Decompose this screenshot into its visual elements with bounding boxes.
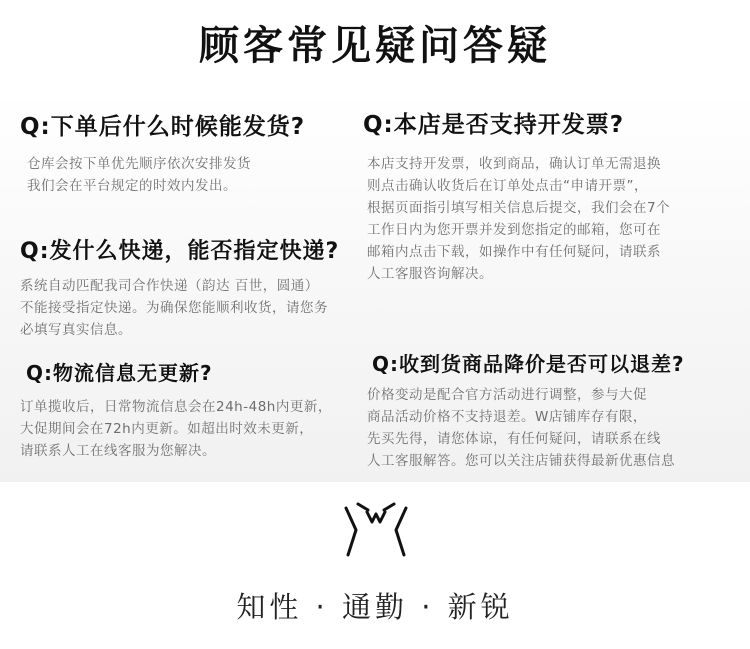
faq-question-logistics: Q:物流信息无更新? bbox=[26, 361, 213, 385]
answer-line: 大促期间会在72h内更新。如超出时效未更新， bbox=[20, 421, 314, 437]
faq-question-shipping-time: Q:下单后什么时候能发货? bbox=[20, 114, 306, 140]
faq-question-invoice: Q:本店是否支持开发票? bbox=[363, 112, 625, 138]
faq-answer-courier bbox=[20, 275, 328, 341]
faq-question-courier: Q:发什么快递，能否指定快递? bbox=[20, 239, 340, 264]
page-title: 顾客常见疑问答疑 bbox=[199, 23, 551, 69]
answer-line: 仓库会按下单优先顺序依次安排发货 bbox=[27, 156, 251, 172]
faq-answer-invoice bbox=[367, 153, 670, 285]
faq-answer-price-drop bbox=[367, 384, 675, 472]
answer-line: 我们会在平台规定的时效内发出。 bbox=[27, 178, 237, 194]
faq-question-price-drop: Q:收到货商品降价是否可以退差? bbox=[372, 352, 685, 376]
answer-line: 根据页面指引填写相关信息后提交，我们会在7个 bbox=[367, 200, 671, 216]
answer-line: 先买先得，请您体谅，有任何疑问，请联系在线 bbox=[367, 431, 661, 447]
answer-line: 不能接受指定快递。为确保您能顺利收货，请您务 bbox=[20, 300, 328, 316]
answer-line: 邮箱内点击下载，如操作中有任何疑问，请联系 bbox=[367, 244, 661, 260]
brand-slogan: 知性 · 通勤 · 新锐 bbox=[236, 590, 514, 624]
answer-line: 则点击确认收货后在订单处点击“申请开票”， bbox=[367, 178, 648, 194]
answer-line: 请联系人工在线客服为您解决。 bbox=[20, 443, 216, 459]
faq-answer-logistics bbox=[20, 396, 332, 462]
w-brand-logo-icon bbox=[340, 500, 412, 562]
answer-line: 订单揽收后，日常物流信息会在24h-48h内更新， bbox=[20, 399, 332, 415]
answer-line: 本店支持开发票，收到商品，确认订单无需退换 bbox=[367, 156, 661, 172]
answer-line: 必填写真实信息。 bbox=[20, 322, 132, 338]
answer-line: 价格变动是配合官方活动进行调整，参与大促 bbox=[367, 387, 647, 403]
faq-answer-shipping-time bbox=[27, 153, 251, 197]
answer-line: 系统自动匹配我司合作快递（韵达 百世，圆通） bbox=[20, 278, 319, 294]
answer-line: 工作日内为您开票并发到您指定的邮箱，您可在 bbox=[367, 222, 661, 238]
answer-line: 商品活动价格不支持退差。W店铺库存有限， bbox=[367, 409, 647, 425]
answer-line: 人工客服解答。您可以关注店铺获得最新优惠信息 bbox=[367, 453, 675, 469]
answer-line: 人工客服咨询解决。 bbox=[367, 266, 493, 282]
